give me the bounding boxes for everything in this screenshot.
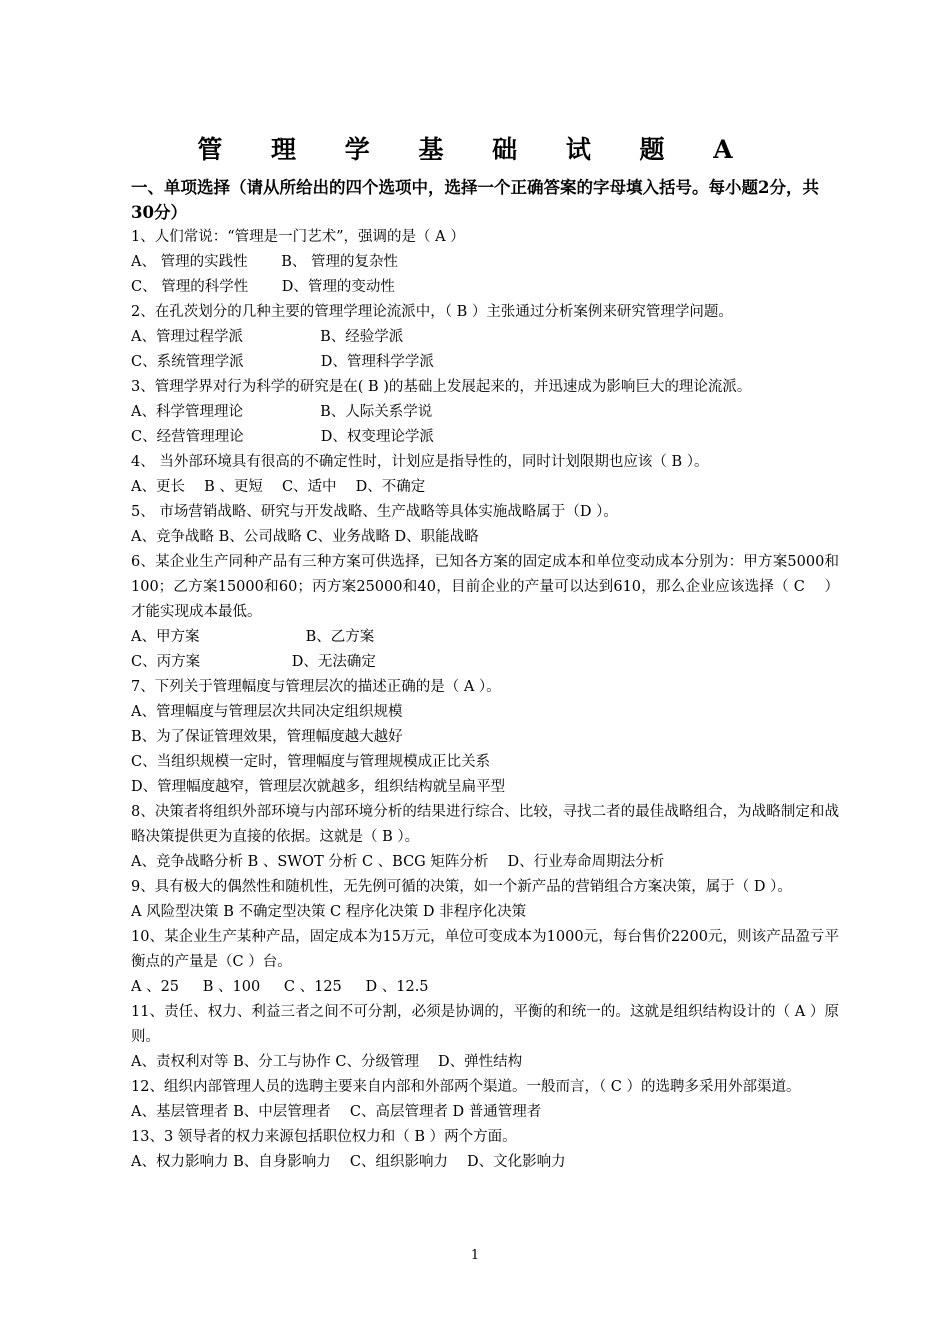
option-line: A、 管理的实践性 B、 管理的复杂性 bbox=[131, 254, 398, 270]
question-line: 3、管理学界对行为科学的研究是在( B )的基础上发展起来的，并迅速成为影响巨大的理论流派。 bbox=[131, 379, 752, 395]
option-line: D、管理幅度越窄，管理层次就越多，组织结构就呈扁平型 bbox=[131, 779, 506, 795]
option-line: A、科学管理理论 B、人际关系学说 bbox=[131, 404, 433, 420]
option-line: A、竞争战略 B、公司战略 C、业务战略 D、职能战略 bbox=[131, 529, 479, 545]
option-line: C、经营管理理论 D、权变理论学派 bbox=[131, 429, 434, 445]
option-line: A、权力影响力 B、自身影响力 C、组织影响力 D、文化影响力 bbox=[131, 1154, 566, 1170]
question-line: 7、下列关于管理幅度与管理层次的描述正确的是（ A ）。 bbox=[131, 679, 501, 695]
question-paragraph: 9、具有极大的偶然性和随机性，无先例可循的决策，如一个新产品的营销组合方案决策，属于（ D ）。 bbox=[131, 879, 792, 895]
question-line: 4、 当外部环境具有很高的不确定性时，计划应是指导性的，同时计划限期也应该（ B ）。 bbox=[131, 454, 709, 470]
option-line: C、丙方案 D、无法确定 bbox=[131, 654, 376, 670]
question-line: 2、在孔茨划分的几种主要的管理学理论流派中，（ B ）主张通过分析案例来研究管理学问题。 bbox=[131, 304, 733, 320]
question-line: 1、人们常说：“管理是一门艺术”，强调的是（ A ） bbox=[131, 229, 465, 245]
option-line: C、系统管理学派 D、管理科学学派 bbox=[131, 354, 434, 370]
option-line: C、 管理的科学性 D、管理的变动性 bbox=[131, 279, 395, 295]
question-line: 13、3 领导者的权力来源包括职位权力和（ B ）两个方面。 bbox=[131, 1129, 517, 1145]
option-line: A、管理幅度与管理层次共同决定组织规模 bbox=[131, 704, 403, 720]
document-title: 管 理 学 基 础 试 题 A bbox=[197, 135, 753, 164]
option-line: A、管理过程学派 B、经验学派 bbox=[131, 329, 404, 345]
option-line: A、甲方案 B、乙方案 bbox=[131, 629, 375, 645]
option-line: A、竞争战略分析 B 、SWOT 分析 C 、BCG 矩阵分析 D、行业寿命周期法分析 bbox=[131, 854, 665, 870]
option-line: A、责权利对等 B、分工与协作 C、分级管理 D、弹性结构 bbox=[131, 1054, 523, 1070]
page-number: 1 bbox=[470, 1248, 480, 1263]
question-paragraph: 10、某企业生产某种产品，固定成本为15万元，单位可变成本为1000元，每台售价2200元，则该产品盈亏平衡点的产量是（C ）台。 bbox=[131, 929, 839, 970]
option-line: A、更长 B 、更短 C、适中 D、不确定 bbox=[131, 479, 426, 495]
question-line: 5、 市场营销战略、研究与开发战略、生产战略等具体实施战略属于（D ）。 bbox=[131, 504, 618, 520]
option-line: A 风险型决策 B 不确定型决策 C 程序化决策 D 非程序化决策 bbox=[131, 904, 527, 920]
document-body bbox=[131, 175, 839, 1175]
option-line: A、基层管理者 B、中层管理者 C、高层管理者 D 普通管理者 bbox=[131, 1104, 542, 1120]
option-line: C、当组织规模一定时，管理幅度与管理规模成正比关系 bbox=[131, 754, 491, 770]
question-paragraph: 6、某企业生产同种产品有三种方案可供选择，已知各方案的固定成本和单位变动成本分别为：甲方案5000和100；乙方案15000和60；丙方案25000和40，目前企业的产量可以达到610，那么企业应该选择（ C ）才能实现成本最低。 bbox=[131, 554, 839, 620]
question-paragraph: 11、责任、权力、利益三者之间不可分割，必须是协调的，平衡的和统一的。这就是组织结构设计的（ A ）原则。 bbox=[131, 1004, 839, 1045]
section-heading: 一、单项选择（请从所给出的四个选项中，选择一个正确答案的字母填入括号。每小题2分，共30分） bbox=[131, 178, 819, 222]
option-line: B、为了保证管理效果，管理幅度越大越好 bbox=[131, 729, 403, 745]
question-paragraph: 8、决策者将组织外部环境与内部环境分析的结果进行综合、比较，寻找二者的最佳战略组合，为战略制定和战略决策提供更为直接的依据。这就是（ B ）。 bbox=[131, 804, 839, 845]
question-paragraph: 12、组织内部管理人员的选聘主要来自内部和外部两个渠道。一般而言，（ C ）的选聘多采用外部渠道。 bbox=[131, 1079, 801, 1095]
option-line: A 、25 B 、100 C 、125 D 、12.5 bbox=[131, 979, 429, 995]
